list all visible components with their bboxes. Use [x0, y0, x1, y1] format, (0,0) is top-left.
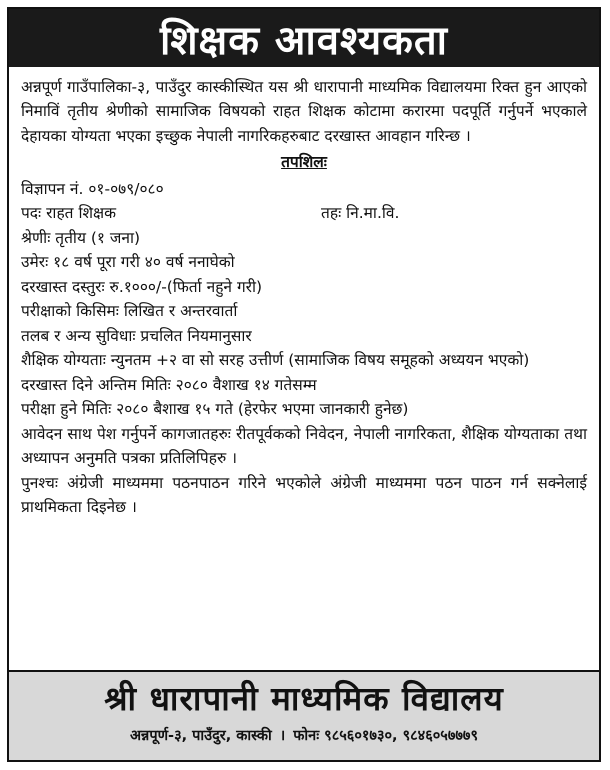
- intro-paragraph: अन्नपूर्ण गाउँपालिका-३, पाउँदुर कास्कीस्थित यस श्री धारापानी माध्यमिक विद्यालयमा रिक्त हुन आएको निमाविं तृतीय श्रेणीको सामाजिक विषयको राहत शिक्षक कोटामा करारमा पदपूर्ति गर्नुपर्ने भएकाले देहायका योग्यता भएका इच्छुक नेपाली नागरिकहरुबाट दरखास्त आवहान गरिन्छ ।: [21, 78, 587, 145]
- qualification: शैक्षिक योग्यताः न्युनतम +२ वा सो सरह उत्तीर्ण (सामाजिक विषय समूहको अध्ययन भएको): [21, 351, 530, 370]
- school-footer: [9, 670, 599, 760]
- exam-date: परीक्षा हुने मितिः २०८० बैशाख १५ गते (हेरफेर भएमा जानकारी हुनेछ): [21, 400, 409, 419]
- exam-type: परीक्षाको किसिमः लिखित र अन्तरवार्ता: [21, 302, 238, 321]
- application-fee: दरखास्त दस्तुरः रु.१०००/-(फिर्ता नहुने गरी): [21, 277, 263, 296]
- advert-number: विज्ञापन नं. ०१-०७९/०८०: [21, 179, 164, 198]
- salary: तलब र अन्य सुविधाः प्रचलित नियमानुसार: [21, 326, 252, 345]
- separator: ।: [279, 728, 286, 744]
- grade: श्रेणीः तृतीय (१ जना): [21, 228, 141, 247]
- postscript: पुनश्चः अंग्रेजी माध्यममा पठनपाठन गरिने भएकोले अंग्रेजी माध्यममा पठन पाठन गर्न सक्नेलाई प्राथमिकता दिइनेछ ।: [21, 473, 587, 517]
- deadline: दरखास्त दिने अन्तिम मितिः २०८० वैशाख १४ गतेसम्म: [21, 375, 317, 394]
- phone-numbers: फोनः ९८५६०१७३०, ९८४६०५७७७९: [293, 728, 478, 744]
- school-address: अन्नपूर्ण-३, पाउँदुर, कास्की: [129, 728, 272, 744]
- post: पदः राहत शिक्षक: [21, 204, 117, 223]
- notice-content: [9, 67, 599, 520]
- details-heading: तपशिलः: [281, 153, 327, 172]
- post-level-row: [21, 201, 587, 225]
- notice-board: [7, 7, 601, 762]
- notice-title: शिक्षक आवश्यकता: [9, 9, 599, 67]
- age-requirement: उमेरः १८ वर्ष पूरा गरी ४० वर्ष ननाघेको: [21, 253, 235, 272]
- school-name: श्री धारापानी माध्यमिक विद्यालय: [104, 679, 504, 718]
- level: तहः नि.मा.वि.: [321, 204, 400, 223]
- required-documents: आवेदन साथ पेश गर्नुपर्ने कागजातहरुः रीतपूर्वकको निवेदन, नेपाली नागरिकता, शैक्षिक योग्यताका तथा अध्यापन अनुमति पत्रका प्रतिलिपिहरु ।: [21, 424, 587, 468]
- contact-line: [9, 722, 599, 750]
